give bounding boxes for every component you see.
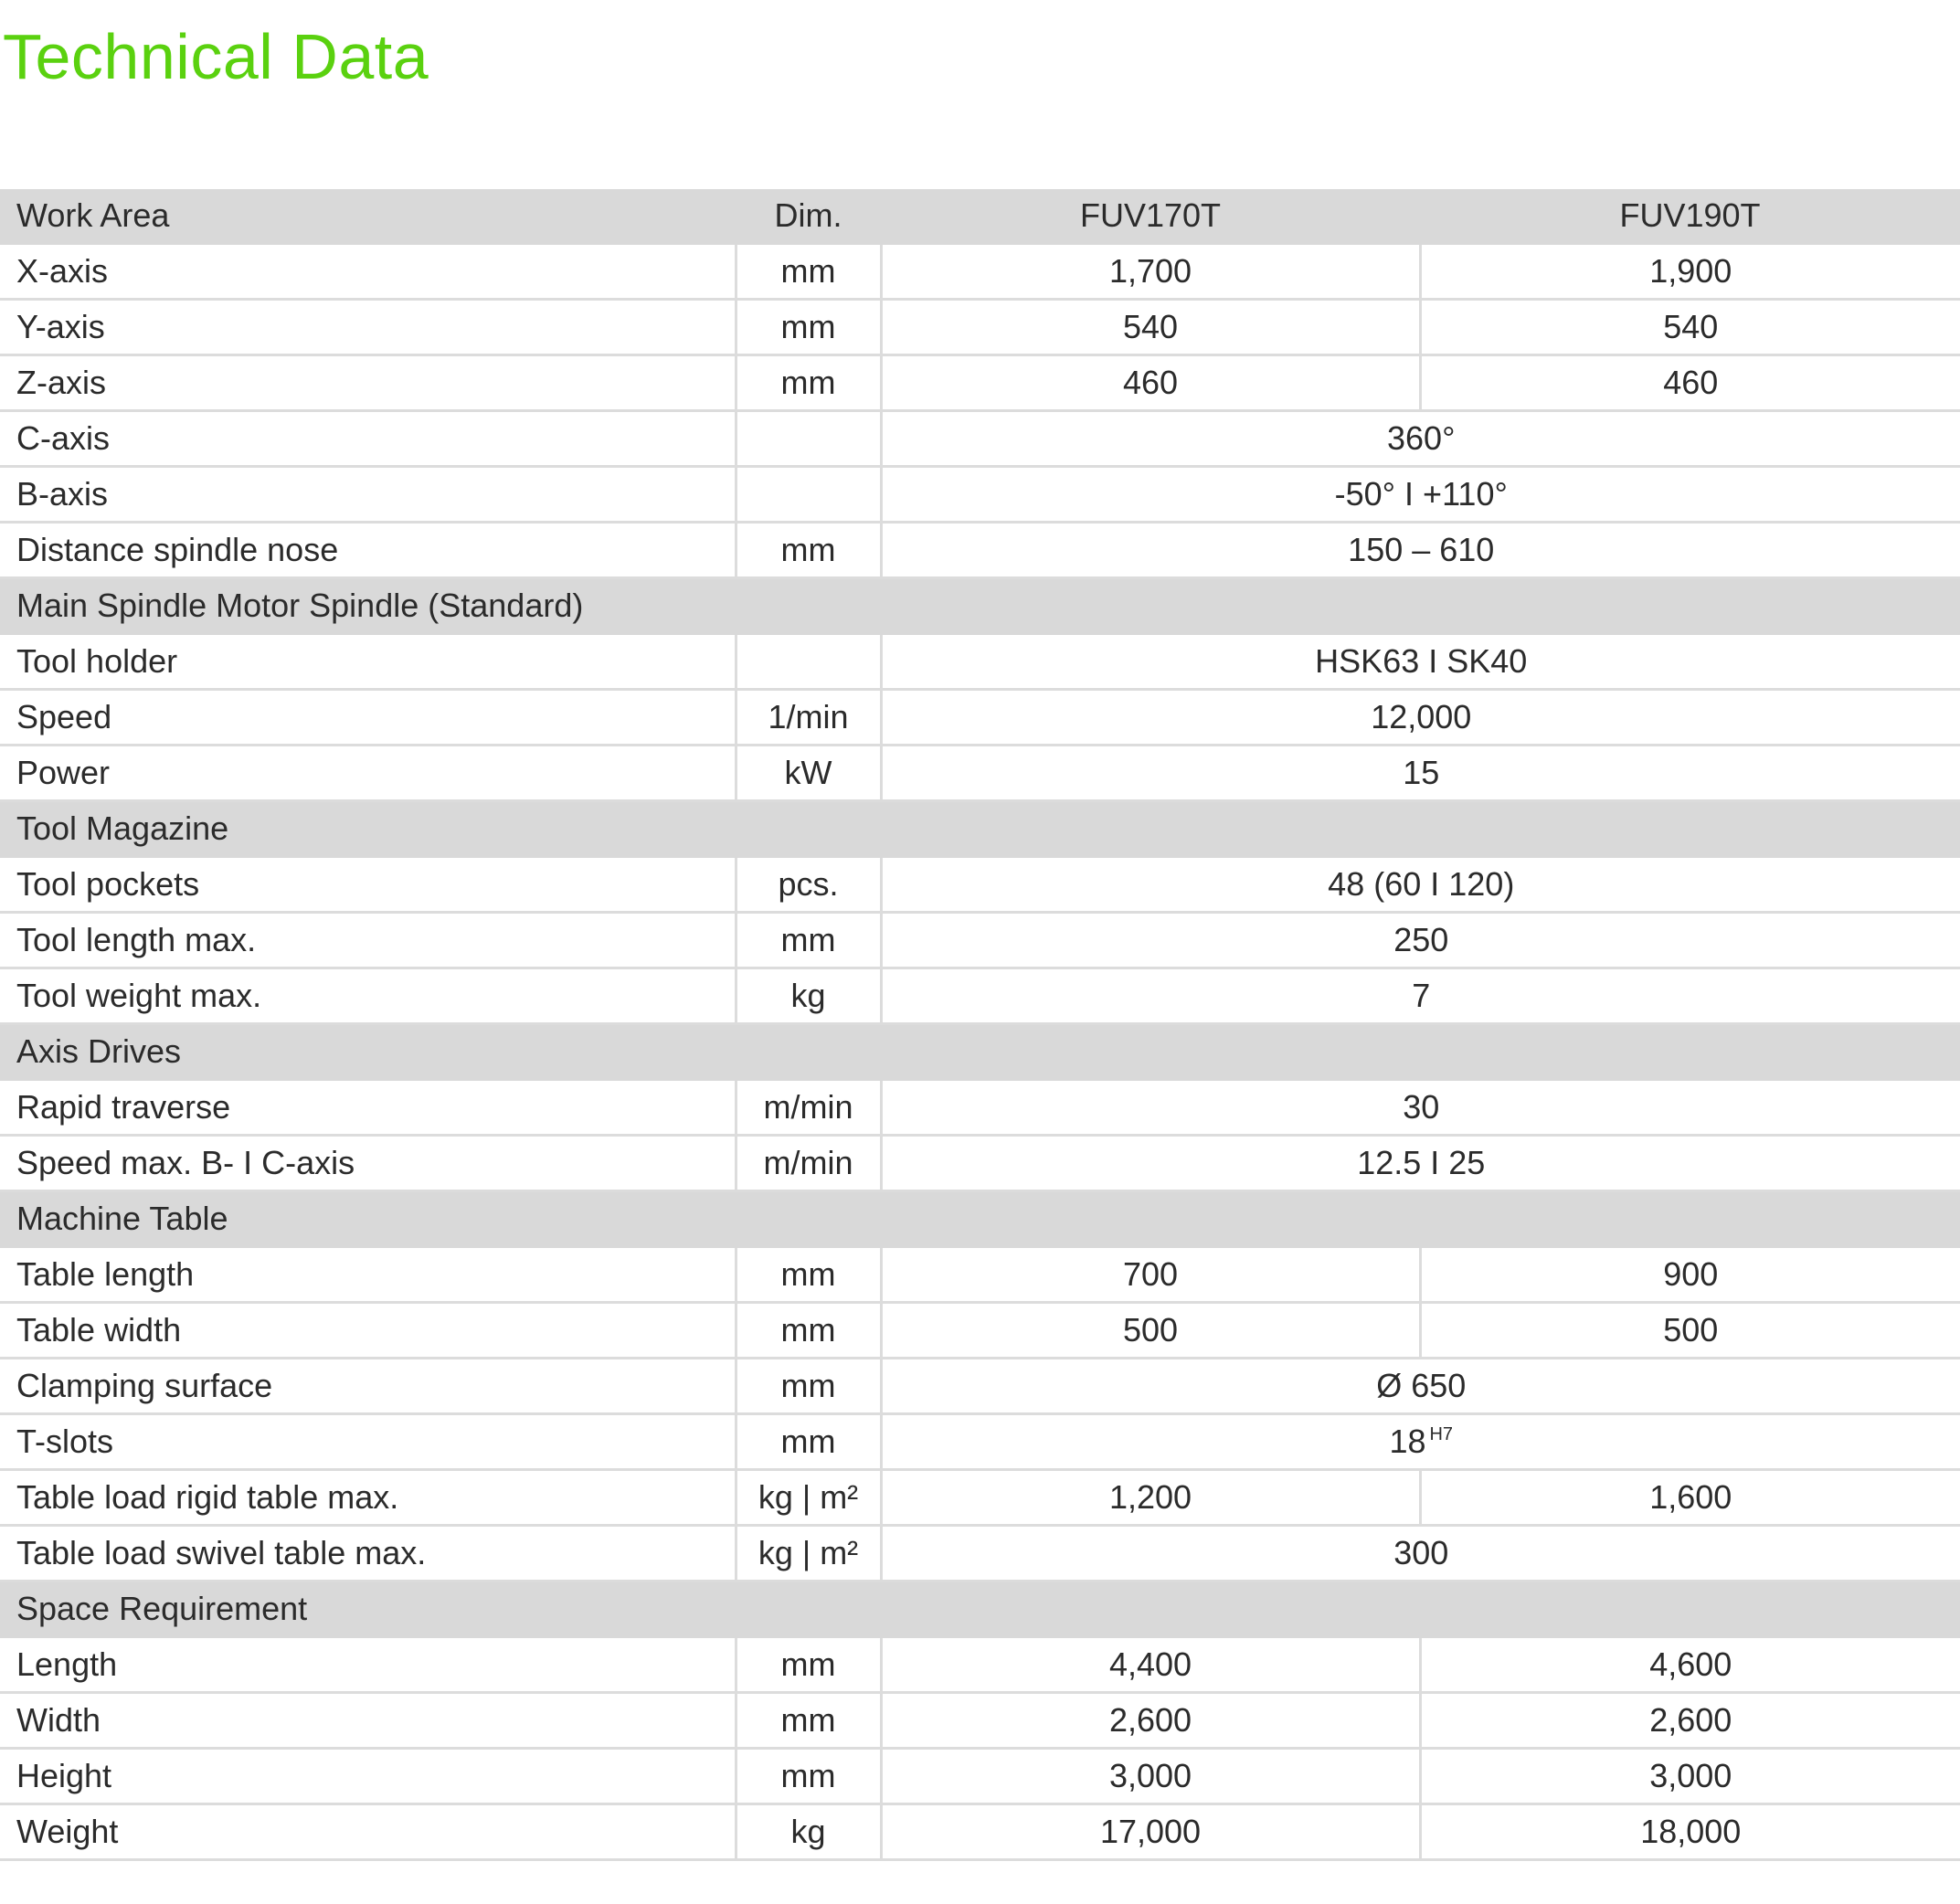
- table-row: [0, 746, 1960, 801]
- section-title: Work Area: [0, 189, 736, 244]
- table-row: [0, 1080, 1960, 1136]
- row-label: Power: [0, 746, 736, 801]
- row-value-shared: 360°: [881, 411, 1960, 467]
- row-label: Height: [0, 1749, 736, 1804]
- row-value-fuv190t: 1,900: [1420, 244, 1960, 300]
- table-row: [0, 1247, 1960, 1303]
- row-dim: mm: [736, 913, 881, 968]
- row-dim: kg: [736, 1804, 881, 1860]
- row-label: Width: [0, 1693, 736, 1749]
- table-row: [0, 1804, 1960, 1860]
- table-row: [0, 411, 1960, 467]
- model-column-header-fuv170t: FUV170T: [881, 189, 1420, 244]
- t-slots-value: 18: [1389, 1423, 1426, 1460]
- section-title: Axis Drives: [0, 1024, 1960, 1080]
- row-value-fuv170t: 4,400: [881, 1637, 1420, 1693]
- row-value-fuv170t: 540: [881, 300, 1420, 355]
- section-title: Machine Table: [0, 1191, 1960, 1247]
- row-label: Tool holder: [0, 634, 736, 690]
- section-header-main-spindle: [0, 578, 1960, 634]
- section-header-work-area: [0, 189, 1960, 244]
- row-label: C-axis: [0, 411, 736, 467]
- row-value-fuv170t: 3,000: [881, 1749, 1420, 1804]
- row-label: Table load rigid table max.: [0, 1470, 736, 1526]
- table-row: [0, 968, 1960, 1024]
- table-row: [0, 244, 1960, 300]
- dim-column-header: Dim.: [736, 189, 881, 244]
- row-value-shared: 30: [881, 1080, 1960, 1136]
- row-label: Speed: [0, 690, 736, 746]
- table-row: [0, 857, 1960, 913]
- table-row: [0, 1526, 1960, 1581]
- table-row: [0, 1359, 1960, 1414]
- row-label: Tool length max.: [0, 913, 736, 968]
- section-title: Main Spindle Motor Spindle (Standard): [0, 578, 1960, 634]
- row-dim: mm: [736, 1637, 881, 1693]
- row-dim: kW: [736, 746, 881, 801]
- row-value-shared: 250: [881, 913, 1960, 968]
- row-value-shared: 12.5 I 25: [881, 1136, 1960, 1191]
- row-value-fuv190t: 3,000: [1420, 1749, 1960, 1804]
- row-label: T-slots: [0, 1414, 736, 1470]
- row-dim: kg | m²: [736, 1526, 881, 1581]
- table-row: [0, 913, 1960, 968]
- row-dim: 1/min: [736, 690, 881, 746]
- row-label: Weight: [0, 1804, 736, 1860]
- row-value-fuv190t: 4,600: [1420, 1637, 1960, 1693]
- row-value-fuv190t: 500: [1420, 1303, 1960, 1359]
- table-row: [0, 1136, 1960, 1191]
- row-label: Z-axis: [0, 355, 736, 411]
- table-row: [0, 523, 1960, 578]
- row-value-fuv190t: 1,600: [1420, 1470, 1960, 1526]
- row-dim: mm: [736, 1247, 881, 1303]
- row-dim: mm: [736, 355, 881, 411]
- row-label: Y-axis: [0, 300, 736, 355]
- row-value-fuv170t: 500: [881, 1303, 1420, 1359]
- row-label: Distance spindle nose: [0, 523, 736, 578]
- row-dim: mm: [736, 244, 881, 300]
- section-header-tool-magazine: [0, 801, 1960, 857]
- row-value-fuv170t: 1,700: [881, 244, 1420, 300]
- row-value-fuv190t: 540: [1420, 300, 1960, 355]
- table-row: [0, 690, 1960, 746]
- row-dim: m/min: [736, 1136, 881, 1191]
- row-label: B-axis: [0, 467, 736, 523]
- row-label: Length: [0, 1637, 736, 1693]
- table-row: [0, 1637, 1960, 1693]
- row-value-shared: 48 (60 I 120): [881, 857, 1960, 913]
- row-label: Table load swivel table max.: [0, 1526, 736, 1581]
- row-value-shared: 150 – 610: [881, 523, 1960, 578]
- row-dim: kg | m²: [736, 1470, 881, 1526]
- row-dim: [736, 634, 881, 690]
- table-row: [0, 300, 1960, 355]
- page-title: Technical Data: [3, 21, 429, 92]
- row-value-shared: Ø 650: [881, 1359, 1960, 1414]
- table-row: [0, 1749, 1960, 1804]
- row-value-fuv170t: 460: [881, 355, 1420, 411]
- row-label: Speed max. B- I C-axis: [0, 1136, 736, 1191]
- row-value-shared: -50° I +110°: [881, 467, 1960, 523]
- row-value-shared: [881, 1414, 1960, 1470]
- row-value-shared: 7: [881, 968, 1960, 1024]
- row-label: X-axis: [0, 244, 736, 300]
- section-title: Tool Magazine: [0, 801, 1960, 857]
- row-label: Tool pockets: [0, 857, 736, 913]
- row-dim: mm: [736, 1693, 881, 1749]
- section-header-space-requirement: [0, 1581, 1960, 1637]
- row-value-fuv170t: 2,600: [881, 1693, 1420, 1749]
- row-dim: m/min: [736, 1080, 881, 1136]
- row-value-fuv190t: 18,000: [1420, 1804, 1960, 1860]
- row-value-shared: 15: [881, 746, 1960, 801]
- row-value-fuv170t: 1,200: [881, 1470, 1420, 1526]
- row-value-fuv170t: 17,000: [881, 1804, 1420, 1860]
- row-value-shared: 300: [881, 1526, 1960, 1581]
- section-header-machine-table: [0, 1191, 1960, 1247]
- technical-data-table: [0, 189, 1960, 1861]
- row-value-fuv190t: 900: [1420, 1247, 1960, 1303]
- row-value-fuv170t: 700: [881, 1247, 1420, 1303]
- row-dim: kg: [736, 968, 881, 1024]
- row-dim: mm: [736, 300, 881, 355]
- section-header-axis-drives: [0, 1024, 1960, 1080]
- row-label: Table width: [0, 1303, 736, 1359]
- row-label: Table length: [0, 1247, 736, 1303]
- row-value-shared: HSK63 I SK40: [881, 634, 1960, 690]
- table-row: [0, 634, 1960, 690]
- section-title: Space Requirement: [0, 1581, 1960, 1637]
- table-row: [0, 1470, 1960, 1526]
- row-dim: [736, 467, 881, 523]
- row-dim: mm: [736, 523, 881, 578]
- table-row: [0, 1303, 1960, 1359]
- row-dim: mm: [736, 1414, 881, 1470]
- row-value-shared: 12,000: [881, 690, 1960, 746]
- row-dim: mm: [736, 1303, 881, 1359]
- tolerance-superscript: H7: [1429, 1424, 1454, 1444]
- table-row: [0, 467, 1960, 523]
- row-dim: mm: [736, 1749, 881, 1804]
- row-dim: pcs.: [736, 857, 881, 913]
- table-row: [0, 1414, 1960, 1470]
- row-value-fuv190t: 460: [1420, 355, 1960, 411]
- table-row: [0, 355, 1960, 411]
- row-label: Rapid traverse: [0, 1080, 736, 1136]
- model-column-header-fuv190t: FUV190T: [1420, 189, 1960, 244]
- row-dim: [736, 411, 881, 467]
- row-label: Tool weight max.: [0, 968, 736, 1024]
- row-value-fuv190t: 2,600: [1420, 1693, 1960, 1749]
- row-dim: mm: [736, 1359, 881, 1414]
- row-label: Clamping surface: [0, 1359, 736, 1414]
- table-row: [0, 1693, 1960, 1749]
